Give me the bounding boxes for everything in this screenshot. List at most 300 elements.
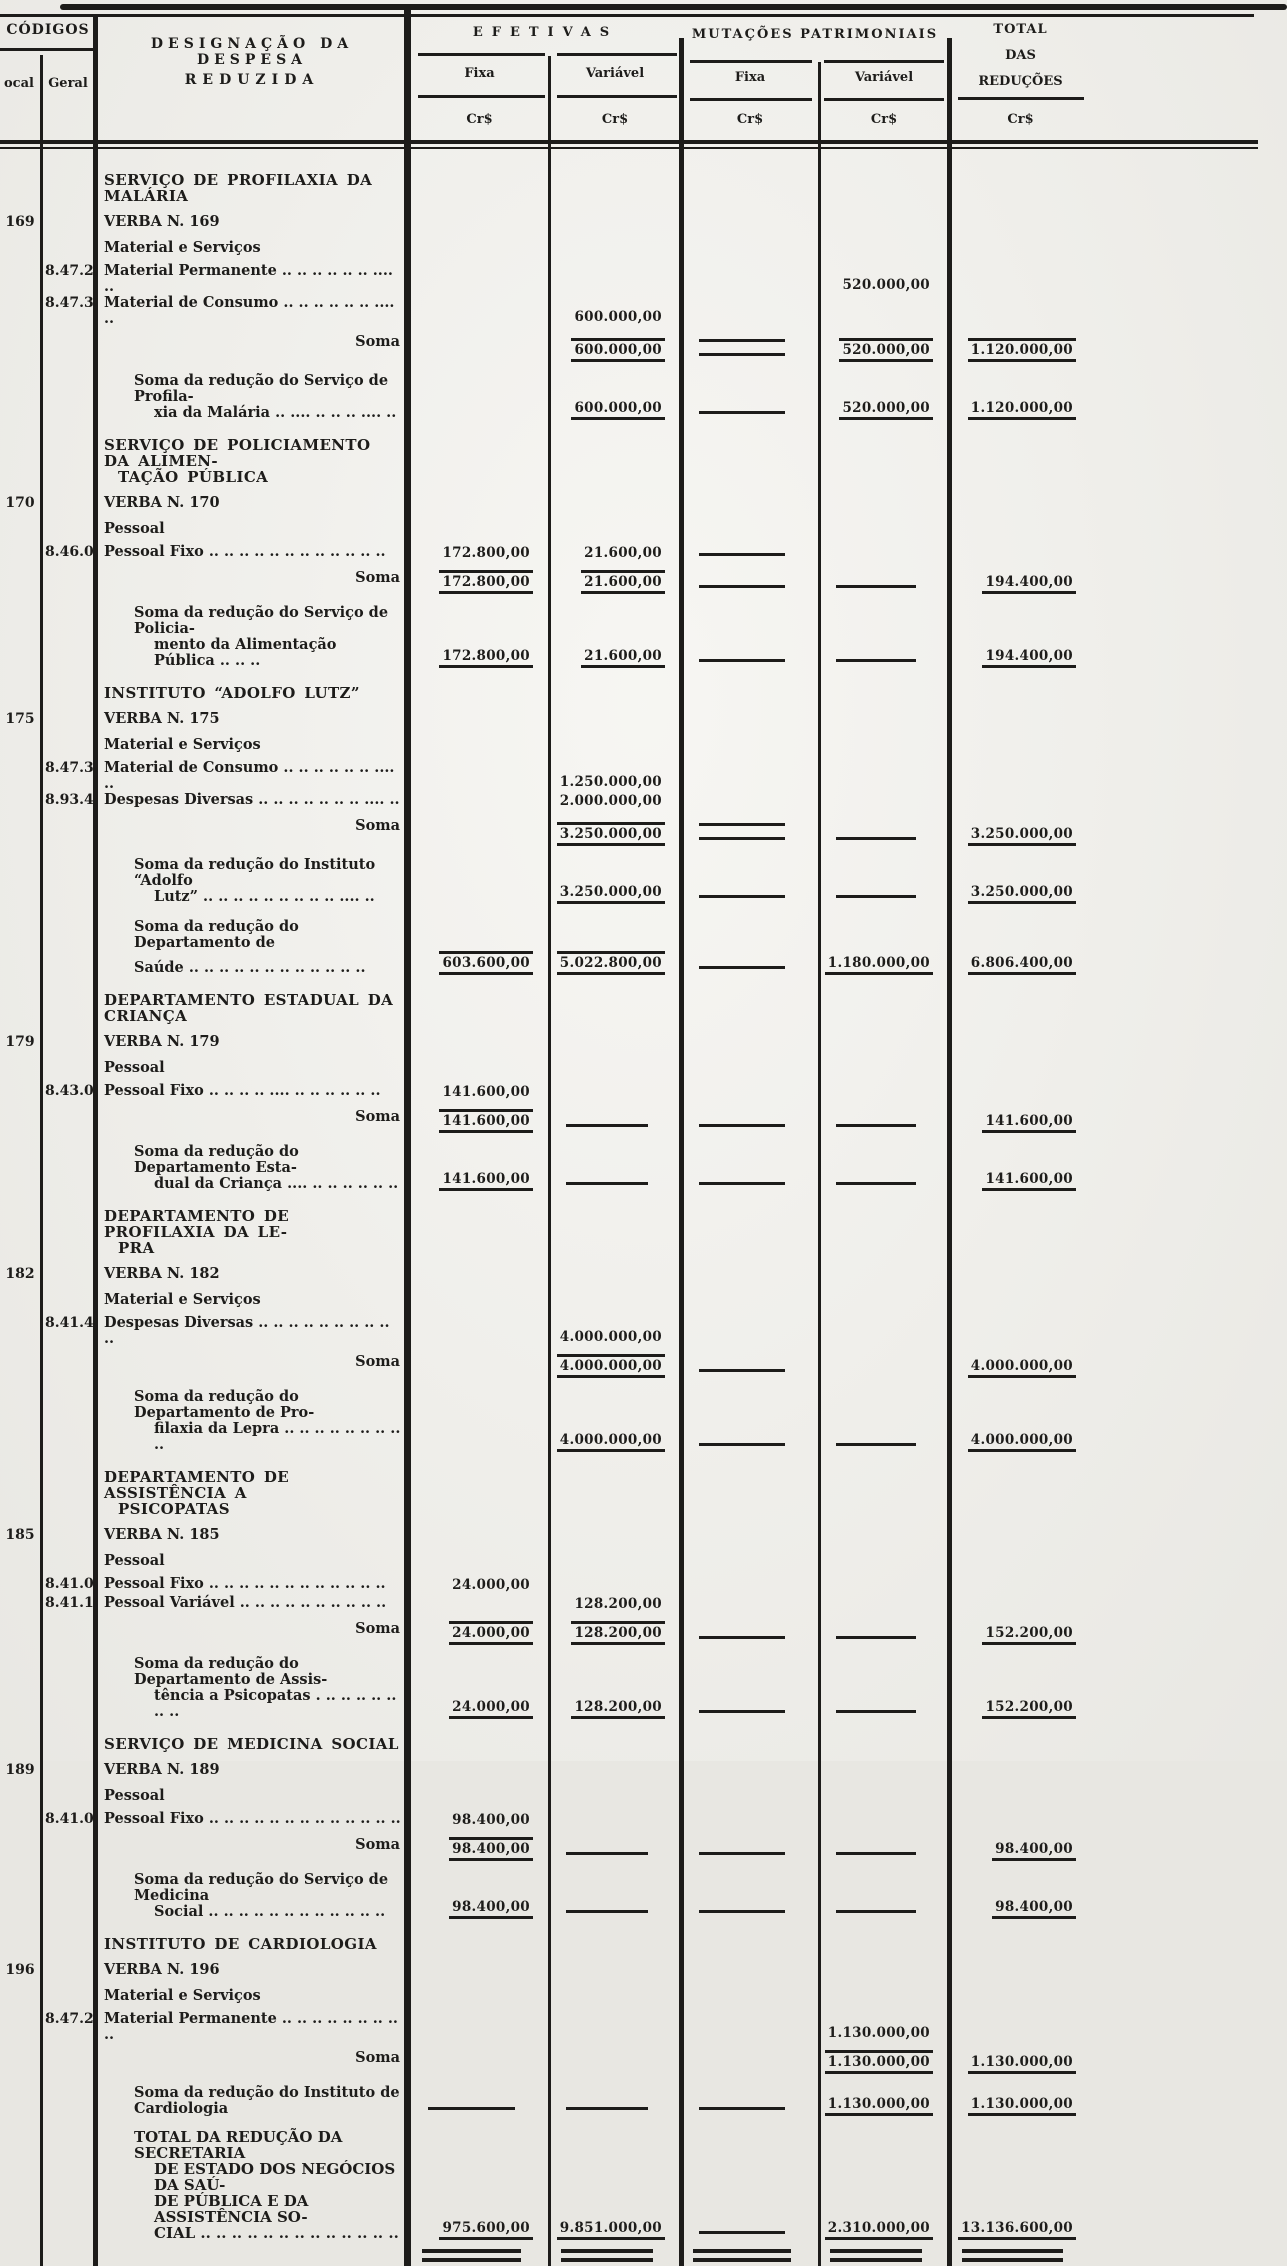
amount-value: 141.600,00 — [442, 1084, 530, 1100]
geral-code — [40, 1936, 96, 1952]
label-line: Soma da redução do Departamento de Pro- — [134, 1388, 315, 1421]
local-code — [0, 1656, 40, 1720]
geral-code — [40, 214, 96, 230]
geral-code — [40, 521, 96, 537]
empty-cell-rule — [836, 837, 916, 840]
amount-cell-f2 — [681, 1872, 819, 1920]
geral-code: 8.93.4 — [45, 792, 94, 808]
designacao-cell — [96, 737, 410, 753]
amount-cell-t — [949, 1811, 1092, 1830]
designacao-cell — [96, 857, 410, 905]
amount-cell-f2 — [681, 437, 819, 485]
amount-cell-v2 — [819, 214, 949, 230]
label-line: PSICOPATAS — [118, 1500, 230, 1518]
item-row — [0, 792, 1287, 811]
geral-code: 8.47.3 — [45, 760, 94, 776]
empty-cell-rule — [699, 1910, 784, 1913]
amount-cell-v1 — [549, 1292, 681, 1308]
amount-cell-v2 — [819, 1144, 949, 1192]
amount-cell-f2 — [681, 1109, 819, 1134]
empty-cell-rule — [836, 659, 916, 662]
local-code: 182 — [5, 1266, 35, 1282]
empty-cell-rule — [699, 2107, 784, 2110]
rule — [0, 48, 96, 51]
label-line: Soma — [355, 333, 400, 350]
amount-cell-v2 — [819, 1837, 949, 1862]
empty-cell-rule — [836, 1182, 916, 1185]
empty-cell-rule — [561, 2249, 654, 2253]
amount-cell-f2 — [681, 1389, 819, 1453]
designacao-cell — [96, 373, 410, 421]
amount-cell-v1 — [549, 1389, 681, 1453]
geral-code — [40, 1788, 96, 1804]
amount-cell-v1 — [549, 2050, 681, 2075]
label-line: Lutz” .. .. .. .. .. .. .. .. .. .... .. — [154, 888, 375, 905]
amount-cell-f1 — [410, 1354, 549, 1379]
empty-cell-rule — [699, 2231, 784, 2234]
geral-code — [40, 2129, 96, 2241]
empty-cell-rule — [699, 966, 784, 969]
local-code: 189 — [5, 1762, 35, 1778]
amount-cell-f1 — [410, 1811, 549, 1830]
label-line: DEPARTAMENTO ESTADUAL DA CRIANÇA — [104, 991, 394, 1025]
column-divider — [679, 38, 684, 150]
amount-cell-f2 — [681, 1034, 819, 1050]
amount-cell-f1 — [410, 2050, 549, 2075]
amount-cell-v2 — [819, 1469, 949, 1517]
currency-label: Cr$ — [736, 112, 764, 127]
amount-cell-t — [949, 1109, 1092, 1134]
amount-cell-t — [949, 373, 1092, 421]
label-line: Soma da redução do Instituto de Cardiologia — [134, 2084, 400, 2117]
item-row — [0, 1083, 1287, 1102]
label-line: xia da Malária .. .... .. .. .. .... .. — [154, 404, 397, 421]
local-code — [0, 1621, 40, 1646]
label-line: Despesas Diversas .. .. .. .. .. .. .. .... .. — [104, 791, 400, 808]
amount-cell-v1 — [549, 1469, 681, 1517]
amount-cell-v1 — [549, 240, 681, 256]
mutacoes-fixa-subheader: Fixa — [734, 70, 766, 85]
local-code — [0, 2129, 40, 2241]
geral-code — [40, 1354, 96, 1379]
geral-code: 8.41.0 — [45, 1576, 94, 1592]
designacao-cell — [96, 1292, 410, 1308]
empty-cell-rule — [699, 837, 784, 840]
empty-cell-rule — [699, 585, 784, 588]
geral-code — [40, 1988, 96, 2004]
designacao-cell — [96, 1060, 410, 1076]
designacao-cell — [96, 1389, 410, 1453]
local-code — [0, 334, 40, 363]
section-row — [0, 1936, 1287, 1952]
geral-code — [40, 685, 96, 701]
amount-cell-t — [949, 1315, 1092, 1347]
amount-cell-f1 — [410, 1527, 549, 1543]
amount-cell-t — [949, 737, 1092, 753]
reducao-row — [0, 857, 1287, 905]
amount-cell-v1 — [549, 1872, 681, 1920]
label-line: VERBA N. 196 — [104, 1961, 220, 1978]
label-line: Material e Serviços — [104, 1987, 261, 2004]
local-code: 169 — [5, 214, 35, 230]
amount-cell-f1 — [410, 1389, 549, 1453]
amount-value: 5.022.800,00 — [557, 951, 665, 975]
label-line: VERBA N. 185 — [104, 1526, 220, 1543]
amount-cell-t — [949, 760, 1092, 792]
amount-cell-v2 — [819, 1656, 949, 1720]
amount-cell-v2 — [819, 605, 949, 669]
soma-row — [0, 818, 1287, 847]
amount-value: 3.250.000,00 — [968, 825, 1076, 846]
amount-cell-f1 — [410, 1837, 549, 1862]
designacao-cell — [96, 1837, 410, 1862]
amount-value: 24.000,00 — [449, 1621, 533, 1645]
empty-cell-rule — [699, 895, 784, 898]
geral-code — [40, 2050, 96, 2075]
empty-cell-rule — [836, 1852, 916, 1855]
column-divider — [548, 56, 551, 150]
amount-cell-v1 — [549, 1936, 681, 1952]
label-line: DE PÚBLICA E DA ASSISTÊNCIA SO- — [154, 2192, 309, 2226]
designacao-cell — [96, 1315, 410, 1347]
geral-code — [40, 2085, 96, 2117]
amount-cell-t — [949, 1034, 1092, 1050]
label-line: Pessoal — [104, 1787, 165, 1804]
amount-value: 600.000,00 — [571, 399, 665, 420]
amount-cell-f2 — [681, 1292, 819, 1308]
amount-value: 520.000,00 — [839, 399, 933, 420]
verba-row — [0, 214, 1287, 230]
column-divider — [404, 6, 411, 150]
amount-value: 1.120.000,00 — [968, 338, 1076, 362]
label-line: Pessoal Variável .. .. .. .. .. .. .. .. .. .. — [104, 1594, 387, 1611]
designacao-cell — [96, 334, 410, 363]
empty-cell-rule — [566, 1910, 647, 1913]
amount-cell-f2 — [681, 1962, 819, 1978]
item-row — [0, 1595, 1287, 1614]
amount-cell-t — [949, 2050, 1092, 2075]
amount-cell-f2 — [681, 544, 819, 563]
amount-cell-v1 — [549, 214, 681, 230]
amount-cell-v2 — [819, 495, 949, 511]
geral-code — [40, 1144, 96, 1192]
header-bottom-rule — [0, 140, 1258, 144]
label-line: Material e Serviços — [104, 239, 261, 256]
designacao-header-line1: DESIGNAÇÃO DA DESPESA — [150, 36, 354, 68]
amount-cell-f2 — [681, 737, 819, 753]
amount-cell-v1 — [549, 1083, 681, 1102]
amount-cell-f1 — [410, 1872, 549, 1920]
amount-cell-v2 — [819, 1788, 949, 1804]
local-code: 196 — [5, 1962, 35, 1978]
reducao-row — [0, 373, 1287, 421]
amount-cell-t — [949, 521, 1092, 537]
label-line: Material Permanente .. .. .. .. .. .. .. .. .. — [104, 2010, 398, 2043]
geral-code — [40, 992, 96, 1024]
designacao-cell — [96, 1788, 410, 1804]
label-line: filaxia da Lepra .. .. .. .. .. .. .. .. .. — [154, 1420, 401, 1453]
designacao-cell — [96, 992, 410, 1024]
amount-cell-f1 — [410, 2085, 549, 2117]
amount-cell-t — [949, 711, 1092, 727]
label-line: Pessoal Fixo .. .. .. .. .... .. .. .. .. .. .. — [104, 1082, 381, 1099]
geral-code — [40, 1034, 96, 1050]
designacao-cell — [96, 605, 410, 669]
amount-cell-f1 — [410, 1266, 549, 1282]
geral-code: 8.41.1 — [45, 1595, 94, 1611]
label-line: Soma — [355, 569, 400, 586]
amount-value: 152.200,00 — [982, 1698, 1076, 1719]
amount-cell-f2 — [681, 919, 819, 976]
local-code — [0, 172, 40, 204]
geral-code — [40, 373, 96, 421]
geral-code — [40, 1553, 96, 1569]
amount-cell-v2 — [819, 1266, 949, 1282]
amount-value: 4.000.000,00 — [968, 1357, 1076, 1378]
amount-cell-f2 — [681, 1837, 819, 1862]
amount-cell-f2 — [681, 992, 819, 1024]
local-code — [0, 2011, 40, 2043]
amount-cell-f1 — [410, 1315, 549, 1347]
amount-cell-v1 — [549, 685, 681, 701]
designacao-cell — [96, 521, 410, 537]
geral-code — [40, 1621, 96, 1646]
empty-cell-rule — [699, 1852, 784, 1855]
empty-cell-rule — [699, 1443, 784, 1446]
empty-cell-rule — [699, 353, 784, 356]
empty-cell-rule — [836, 1443, 916, 1446]
table-header — [0, 0, 1287, 150]
amount-cell-t — [949, 1988, 1092, 2004]
amount-cell-t — [949, 2129, 1092, 2241]
amount-cell-v2 — [819, 1988, 949, 2004]
amount-cell-v1 — [549, 1034, 681, 1050]
currency-label: Cr$ — [601, 112, 629, 127]
designacao-cell — [96, 1595, 410, 1614]
amount-value: 4.000.000,00 — [968, 1431, 1076, 1452]
table-body — [0, 150, 1287, 2266]
amount-cell-t — [949, 1762, 1092, 1778]
amount-cell-v2 — [819, 919, 949, 976]
soma-row — [0, 334, 1287, 363]
rule — [824, 98, 944, 101]
amount-cell-t — [949, 1595, 1092, 1614]
amount-cell-v1 — [549, 334, 681, 363]
rule — [958, 97, 1084, 100]
amount-cell-v2 — [819, 544, 949, 563]
empty-cell-rule — [566, 1182, 647, 1185]
label-line: Pessoal — [104, 520, 165, 537]
local-code — [0, 2244, 40, 2266]
amount-cell-f1 — [410, 1034, 549, 1050]
amount-cell-t — [949, 240, 1092, 256]
designacao-cell — [96, 1034, 410, 1050]
empty-cell-rule — [699, 1182, 784, 1185]
amount-value: 3.250.000,00 — [557, 883, 665, 904]
local-code — [0, 1469, 40, 1517]
label-line: INSTITUTO DE CARDIOLOGIA — [104, 1935, 377, 1953]
amount-cell-t — [949, 1576, 1092, 1595]
local-code — [0, 1144, 40, 1192]
header-bottom-rule-2 — [0, 147, 1258, 149]
amount-value: 98.400,00 — [449, 1898, 533, 1919]
geral-code — [40, 437, 96, 485]
amount-cell-v1 — [549, 263, 681, 295]
amount-cell-f1 — [410, 570, 549, 595]
currency-label: Cr$ — [1007, 112, 1034, 127]
designacao-cell — [96, 214, 410, 230]
local-code — [0, 263, 40, 295]
label-line: SERVIÇO DE PROFILAXIA DA MALÁRIA — [104, 171, 373, 205]
amount-value: 141.600,00 — [982, 1112, 1076, 1133]
rule — [690, 98, 812, 101]
designacao-cell — [96, 263, 410, 295]
amount-cell-t — [949, 172, 1092, 204]
soma-row — [0, 1837, 1287, 1862]
amount-cell-t — [949, 437, 1092, 485]
designacao-cell — [96, 1144, 410, 1192]
label-line: CIAL .. .. .. .. .. .. .. .. .. .. .. .. .. — [154, 2224, 399, 2242]
label-line: Soma da redução do Serviço de Profila- — [134, 372, 389, 405]
geral-code — [40, 737, 96, 753]
amount-cell-v2 — [819, 263, 949, 295]
amount-cell-v2 — [819, 792, 949, 811]
label-line: SERVIÇO DE POLICIAMENTO DA ALIMEN- — [104, 436, 371, 470]
amount-cell-f1 — [410, 760, 549, 792]
local-code — [0, 1576, 40, 1595]
amount-cell-f1 — [410, 2129, 549, 2241]
amount-cell-t — [949, 1354, 1092, 1379]
amount-value: 4.000.000,00 — [557, 1431, 665, 1452]
mutacoes-header: MUTAÇÕES PATRIMONIAIS — [691, 27, 939, 42]
local-code — [0, 240, 40, 256]
amount-cell-v2 — [819, 1576, 949, 1595]
sub-row — [0, 1788, 1287, 1804]
reducao-row — [0, 605, 1287, 669]
amount-cell-v2 — [819, 1621, 949, 1646]
amount-cell-f1 — [410, 1656, 549, 1720]
efetivas-header: EFETIVAS — [472, 25, 619, 40]
amount-cell-v2 — [819, 1762, 949, 1778]
amount-cell-f1 — [410, 1595, 549, 1614]
amount-cell-v1 — [549, 1762, 681, 1778]
amount-cell-v1 — [549, 1266, 681, 1282]
empty-cell-rule — [422, 2249, 520, 2253]
empty-cell-rule — [422, 2258, 520, 2262]
label-line: Material e Serviços — [104, 1291, 261, 1308]
amount-cell-f2 — [681, 1208, 819, 1256]
label-line: Soma — [355, 1353, 400, 1370]
amount-cell-v2 — [819, 1292, 949, 1308]
local-code — [0, 1109, 40, 1134]
amount-cell-t — [949, 792, 1092, 811]
geral-code: 8.43.0 — [45, 1083, 94, 1099]
label-line: Saúde .. .. .. .. .. .. .. .. .. .. .. .. — [134, 959, 366, 976]
designacao-cell — [96, 792, 410, 811]
label-line: Soma da redução do Instituto “Adolfo — [134, 856, 376, 889]
efetivas-variavel-subheader: Variável — [585, 66, 645, 81]
empty-cell-rule — [836, 585, 916, 588]
empty-cell-rule — [699, 1369, 784, 1372]
empty-cell-rule — [699, 553, 784, 556]
amount-cell-t — [949, 1469, 1092, 1517]
amount-value: 1.180.000,00 — [825, 954, 933, 975]
empty-cell-rule — [699, 1636, 784, 1639]
amount-cell-f1 — [410, 1109, 549, 1134]
total-row — [0, 2129, 1287, 2241]
amount-value: 520.000,00 — [839, 338, 933, 362]
designacao-cell — [96, 1208, 410, 1256]
geral-code — [40, 240, 96, 256]
amount-value: 1.130.000,00 — [968, 2095, 1076, 2116]
geral-code — [40, 1962, 96, 1978]
geral-code — [40, 1208, 96, 1256]
amount-cell-f1 — [410, 857, 549, 905]
amount-cell-t — [949, 1736, 1092, 1752]
amount-cell-f1 — [410, 263, 549, 295]
amount-cell-v1 — [549, 1109, 681, 1134]
currency-label: Cr$ — [466, 112, 493, 127]
local-code — [0, 1595, 40, 1614]
local-code — [0, 437, 40, 485]
column-divider — [93, 14, 98, 150]
designacao-cell — [96, 1811, 410, 1830]
geral-code: 8.41.0 — [45, 1811, 94, 1827]
verba-row — [0, 495, 1287, 511]
designacao-cell — [96, 495, 410, 511]
empty-cell-rule — [962, 2258, 1064, 2262]
empty-cell-rule — [836, 1636, 916, 1639]
amount-cell-v2 — [819, 1811, 949, 1830]
local-subheader: ocal — [4, 76, 34, 91]
empty-cell-rule — [561, 2258, 654, 2262]
designacao-cell — [96, 685, 410, 701]
amount-cell-f1 — [410, 1736, 549, 1752]
amount-cell-t — [949, 2244, 1092, 2266]
amount-cell-v1 — [549, 570, 681, 595]
amount-cell-v2 — [819, 172, 949, 204]
amount-cell-t — [949, 334, 1092, 363]
amount-cell-f1 — [410, 240, 549, 256]
amount-cell-f2 — [681, 1553, 819, 1569]
amount-cell-v2 — [819, 1736, 949, 1752]
amount-cell-f2 — [681, 495, 819, 511]
local-code — [0, 605, 40, 669]
empty-cell-rule — [699, 823, 784, 826]
amount-cell-v1 — [549, 792, 681, 811]
amount-cell-v1 — [549, 544, 681, 563]
amount-cell-t — [949, 1527, 1092, 1543]
amount-cell-f2 — [681, 1060, 819, 1076]
amount-cell-f1 — [410, 1988, 549, 2004]
amount-cell-v2 — [819, 437, 949, 485]
empty-cell-rule — [566, 1852, 647, 1855]
amount-cell-v1 — [549, 295, 681, 327]
reducao-row — [0, 1656, 1287, 1720]
amount-cell-f2 — [681, 1762, 819, 1778]
amount-value: 141.600,00 — [982, 1170, 1076, 1191]
amount-value: 603.600,00 — [439, 951, 533, 975]
amount-value: 98.400,00 — [449, 1837, 533, 1861]
amount-cell-v1 — [549, 1962, 681, 1978]
amount-cell-f2 — [681, 172, 819, 204]
geral-code — [40, 1109, 96, 1134]
closing-row — [0, 2244, 1287, 2266]
amount-cell-f1 — [410, 1083, 549, 1102]
amount-cell-v1 — [549, 1736, 681, 1752]
item-row — [0, 1811, 1287, 1830]
amount-cell-v1 — [549, 711, 681, 727]
